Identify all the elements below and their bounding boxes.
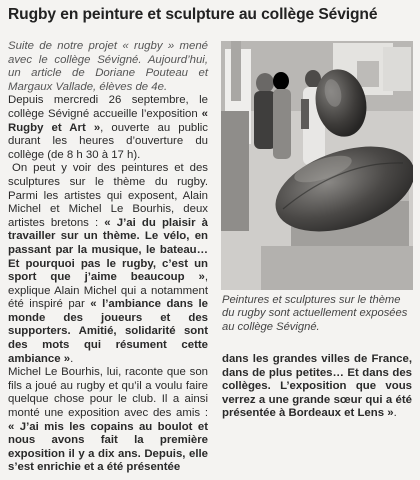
paragraph-3-continued: dans les grandes villes de France, dans de plus petites… Et dans des collèges. L’exposition que vous verrez a une grande sœur qui a été présentée à Bordeaux et Lens ». — [222, 353, 412, 420]
paragraph-3: Michel Le Bourhis, lui, raconte que son fils a joué au rugby et qu’il a voulu faire quelque chose pour le club. Il a ainsi monté une exposition avec des amis : « J’ai mis les copains au boulot et nous avons fait la première exposition il y a dix ans. Depuis, elle s’est enrichie et a été présentée — [8, 366, 208, 474]
quote-alain-michel-2: « l’ambiance dans le monde des joueurs et des supporters. Amitié, solidarité sont des mots qui résument cette ambiance » — [8, 298, 208, 365]
exhibition-photo — [221, 41, 413, 290]
article-right-column — [222, 353, 412, 421]
paragraph-1: Depuis mercredi 26 septembre, le collège Sévigné accueille l’exposition « Rugby et Art », ouverte au public durant les heures d’ouverture du collège (de 8 h 30 à 17 h). — [8, 94, 208, 161]
photo-caption: Peintures et sculptures sur le thème du rugby sont actuellement exposées au collège Sévigné. — [222, 294, 408, 333]
quote-alain-michel-1: « J’ai du plaisir à travailler sur un thème. Le vélo, en passant par la musique, le bateau… Et pourquoi pas le rugby, c’est un sport que j’aime beaucoup » — [8, 216, 208, 284]
paragraph-2: On peut y voir des peintures et des sculptures sur le thème du rugby. Parmi les artistes qui exposent, Alain Michel et Michel Le Bourhis, deux artistes bretons : « J’ai du plaisir à travailler sur un thème. Le vélo, en passant par la musique, le bateau… Et pourquoi pas le rugby, c’est un sport que j’aime beaucoup », explique Alain Michel qui a notamment été inspiré par « l’ambiance dans le monde des joueurs et des supporters. Amitié, solidarité sont des mots qui résument cette ambiance ». — [8, 162, 208, 365]
exhibition-name: « Rugby et Art » — [8, 107, 208, 134]
article-intro: Suite de notre projet « rugby » mené avec le collège Sévigné. Aujourd’hui, un article de Doriane Pouteau et Margaux Vallade, élèves de 4e. — [8, 40, 208, 93]
article-title: Rugby en peinture et sculpture au collège Sévigné — [8, 6, 378, 23]
exhibition-photo-image — [221, 41, 413, 290]
article-left-column — [8, 40, 208, 475]
